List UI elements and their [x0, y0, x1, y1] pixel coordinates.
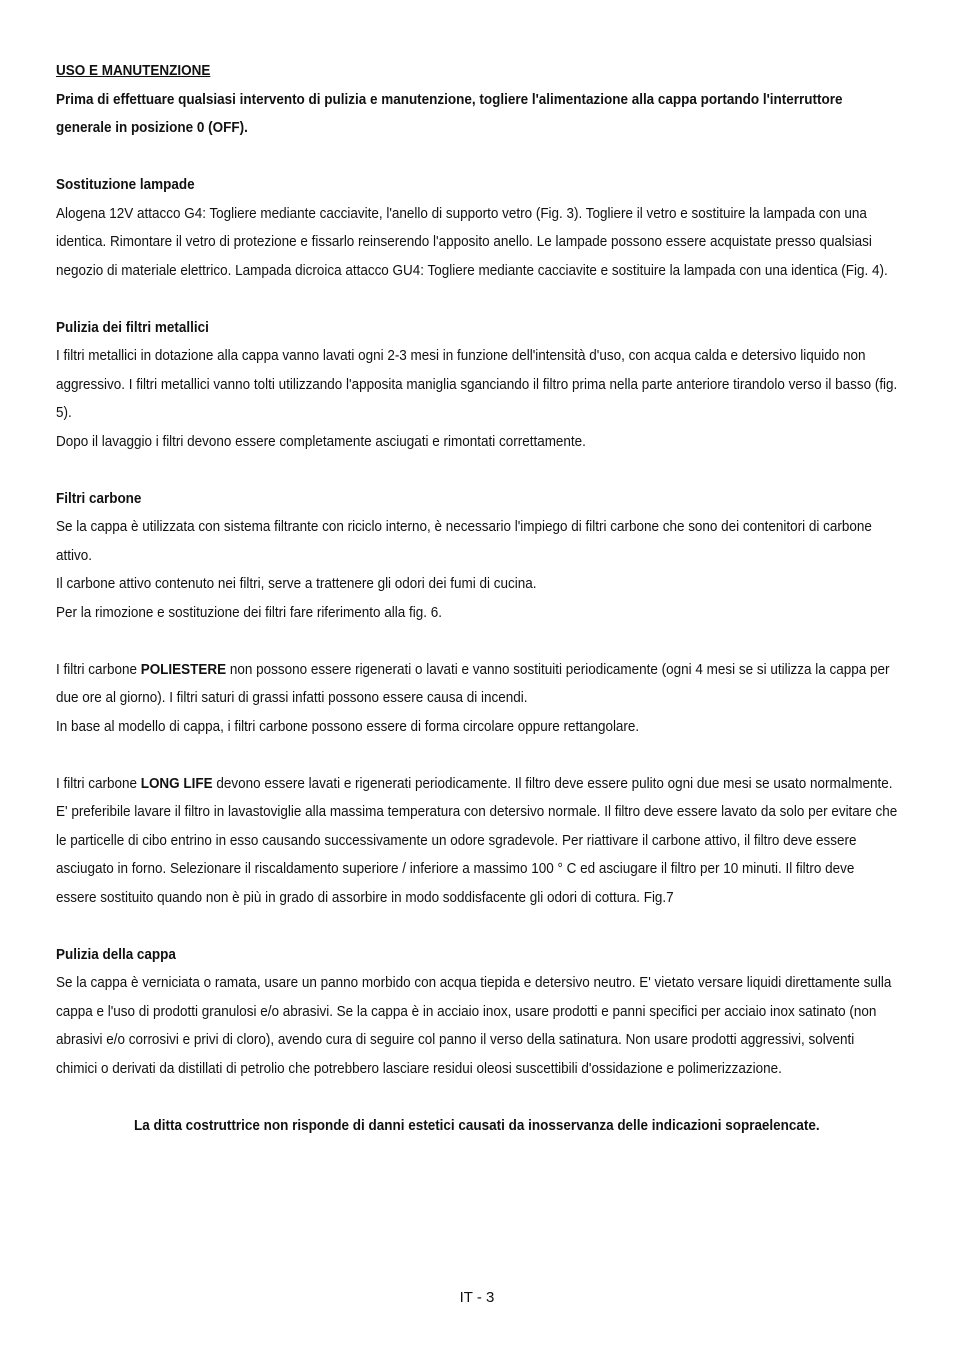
section-hood-cleaning: [56, 941, 898, 1084]
lamp-text: Alogena 12V attacco G4: Togliere mediante cacciavite, l'anello di supporto vetro (Fig. 3). Togliere il vetro e sostituire la lampada con una identica. Rimontare il vetro di protezione e fissarlo reinserendo l'apposito anello. Le lampade possono essere acquistate presso qualsiasi negozio di materiale elettrico. Lampada dicroica attacco GU4: Togliere mediante cacciavite e sostituire la lampada con una identica (Fig. 4).: [56, 205, 888, 279]
polyester-text-2: In base al modello di cappa, i filtri carbone possono essere di forma circolare oppure rettangolare.: [56, 718, 640, 735]
polyester-prefix: I filtri carbone: [56, 661, 141, 678]
long-life-text: devono essere lavati e rigenerati periodicamente. Il filtro deve essere pulito ogni due mesi se usato normalmente. E' preferibile lavare il filtro in lavastoviglie alla massima temperatura con detersivo normale. Il filtro deve essere lavato da solo per evitare che le particelle di cibo entrino in esso causando successivamente un odore sgradevole. Per riattivare il carbone attivo, il filtro deve essere asciugato in forno. Selezionare il riscaldamento superiore / inferiore a massimo 100 ° C ed asciugare il filtro per 10 minuti. Il filtro deve essere sostituito quando non è più in grado di assorbire in modo soddisfacente gli odori di cottura. Fig.7: [56, 775, 898, 906]
cleaning-text: Se la cappa è verniciata o ramata, usare un panno morbido con acqua tiepida e detersivo neutro. E' vietato versare liquidi direttamente sulla cappa e l'uso di prodotti granulosi e/o abrasivi. Se la cappa è in acciaio inox, usare prodotti e panni specifici per acciaio inox satinato (non abrasivi e/o corrosivi e privi di cloro), avendo cura di seguire col panno il verso della satinatura. Non usare prodotti aggressivi, solventi chimici o derivati da distillati di petrolio che potrebbero lasciare residui oleosi suscettibili d'ossidazione e polimerizzazione.: [56, 975, 892, 1077]
carbon-text-2: Il carbone attivo contenuto nei filtri, serve a trattenere gli odori dei fumi di cucina.: [56, 576, 537, 592]
carbon-text-1: Se la cappa è utilizzata con sistema filtrante con riciclo interno, è necessario l'impiego di filtri carbone che sono dei contenitori di carbone attivo.: [56, 519, 872, 564]
long-life-label: LONG LIFE: [140, 775, 213, 792]
section-title-cleaning: Pulizia della cappa: [56, 946, 176, 963]
section-title-metal-filters: Pulizia dei filtri metallici: [56, 319, 209, 336]
page-title: USO E MANUTENZIONE: [56, 63, 211, 79]
long-life-paragraph: [56, 770, 898, 913]
safety-warning: Prima di effettuare qualsiasi intervento di pulizia e manutenzione, togliere l'alimentazione alla cappa portando l'interruttore generale in posizione 0 (OFF).: [56, 91, 843, 136]
section-title-carbon: Filtri carbone: [56, 490, 142, 507]
section-lamp-replacement: [56, 171, 898, 285]
metal-filters-text-2: Dopo il lavaggio i filtri devono essere completamente asciugati e rimontati correttamente.: [56, 433, 586, 450]
section-carbon-filters: [56, 485, 898, 913]
document-body: [56, 57, 898, 1140]
metal-filters-text-1: I filtri metallici in dotazione alla cappa vanno lavati ogni 2-3 mesi in funzione dell'intensità d'uso, con acqua calda e detersivo liquido non aggressivo. I filtri metallici vanno tolti utilizzando l'apposita maniglia sganciando il filtro prima nella parte anteriore tirandolo verso il basso (fig. 5).: [56, 348, 898, 421]
long-life-prefix: I filtri carbone: [56, 775, 141, 792]
page-number: IT - 3: [459, 1289, 495, 1306]
section-title-lamp: Sostituzione lampade: [56, 177, 195, 193]
polyester-label: POLIESTERE: [140, 661, 227, 678]
manufacturer-disclaimer: La ditta costruttrice non risponde di danni estetici causati da inosservanza delle indicazioni sopraelencate.: [133, 1117, 820, 1134]
carbon-text-3: Per la rimozione e sostituzione dei filtri fare riferimento alla fig. 6.: [56, 604, 442, 621]
polyester-paragraph: [56, 656, 898, 713]
polyester-text: non possono essere rigenerati o lavati e vanno sostituiti periodicamente (ogni 4 mesi se si utilizza la cappa per due ore al giorno). I filtri saturi di grassi infatti possono essere causa di incendi.: [56, 661, 890, 706]
section-metal-filters: [56, 314, 898, 457]
